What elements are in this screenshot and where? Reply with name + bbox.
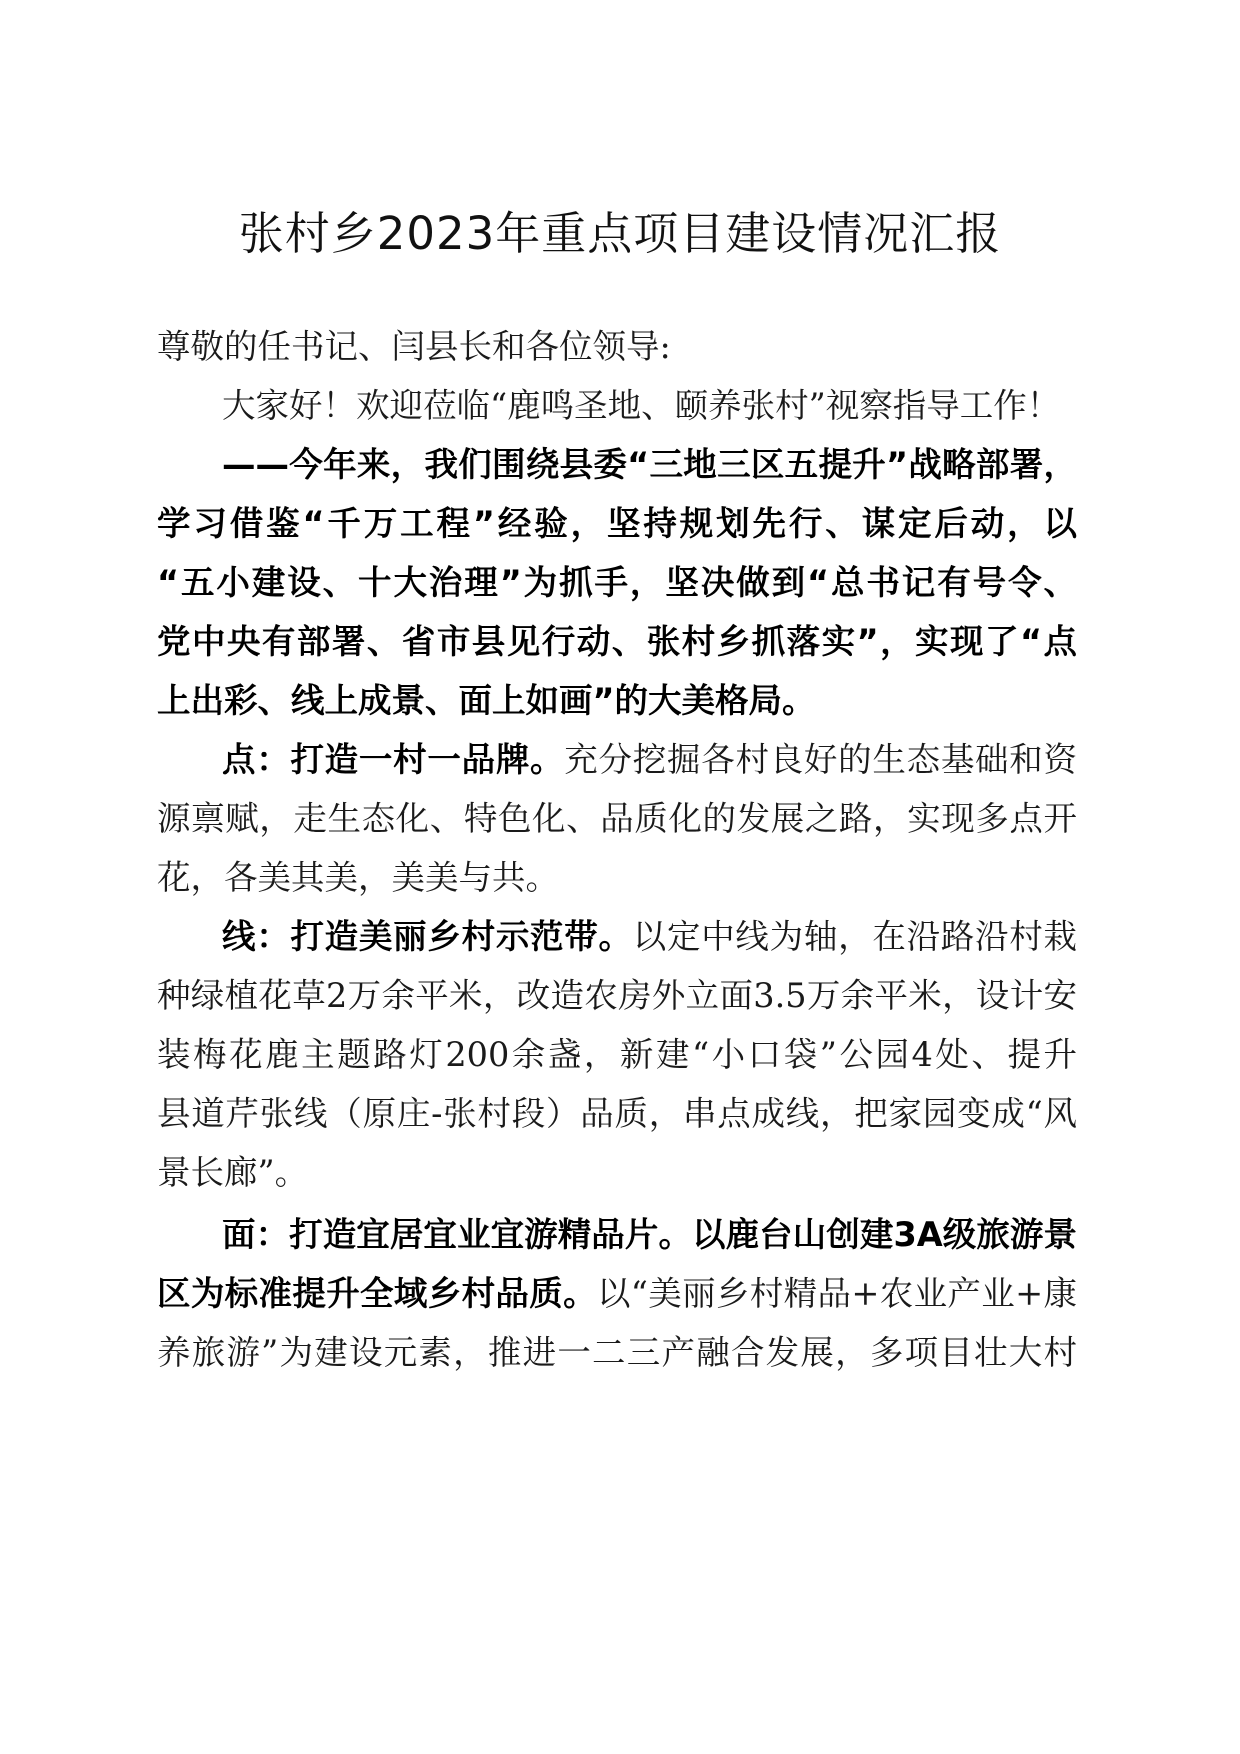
point-heading: 点：打造一村一品牌。 [222,740,565,779]
intro-line-2: 学习借鉴“千万工程”经验，坚持规划先行、谋定后动，以 [157,504,1077,543]
line-section-line-2: 种绿植花草2万余平米，改造农房外立面3.5万余平米，设计安 [157,976,1077,1015]
line-section-line-1-text: 以定中线为轴，在沿路沿村栽 [632,917,1077,956]
welcome-paragraph: 大家好！欢迎莅临“鹿鸣圣地、颐养张村”视察指导工作！ [222,386,1061,425]
intro-line-3: “五小建设、十大治理”为抓手，坚决做到“总书记有号令、 [157,563,1077,602]
intro-line-4: 党中央有部署、省市县见行动、张村乡抓落实”，实现了“点 [157,622,1077,661]
area-heading: 面：打造宜居宜业宜游精品片。 [222,1215,693,1254]
point-line-1 [222,735,1077,785]
line-section-heading: 线：打造美丽乡村示范带。 [222,917,633,956]
area-line-1-text: 以鹿台山创建3A级旅游景 [692,1215,1077,1254]
area-line-2-bold: 区为标准提升全域乡村品质。 [157,1274,597,1313]
line-section-line-5: 景长廊”。 [157,1153,309,1192]
line-section-line-4: 县道芹张线（原庄-张村段）品质，串点成线，把家园变成“风 [157,1094,1077,1133]
line-section-line-1 [222,912,1077,962]
salutation: 尊敬的任书记、闫县长和各位领导: [157,327,671,366]
line-section-line-3: 装梅花鹿主题路灯200余盏，新建“小口袋”公园4处、提升 [157,1035,1077,1074]
area-line-3: 养旅游”为建设元素，推进一二三产融合发展，多项目壮大村 [157,1333,1077,1372]
intro-line-1: ——今年来，我们围绕县委“三地三区五提升”战略部署， [222,445,1077,484]
area-line-2 [157,1269,1077,1319]
point-line-2: 源禀赋，走生态化、特色化、品质化的发展之路，实现多点开 [157,799,1077,838]
point-line-3: 花，各美其美，美美与共。 [157,858,559,897]
point-line-1-text: 充分挖掘各村良好的生态基础和资 [564,740,1078,779]
area-line-2-text: 以“美丽乡村精品+农业产业+康 [596,1274,1078,1313]
intro-line-5: 上出彩、线上成景、面上如画”的大美格局。 [157,681,816,720]
page-title: 张村乡2023年重点项目建设情况汇报 [238,207,1002,260]
area-line-1 [222,1210,1077,1260]
